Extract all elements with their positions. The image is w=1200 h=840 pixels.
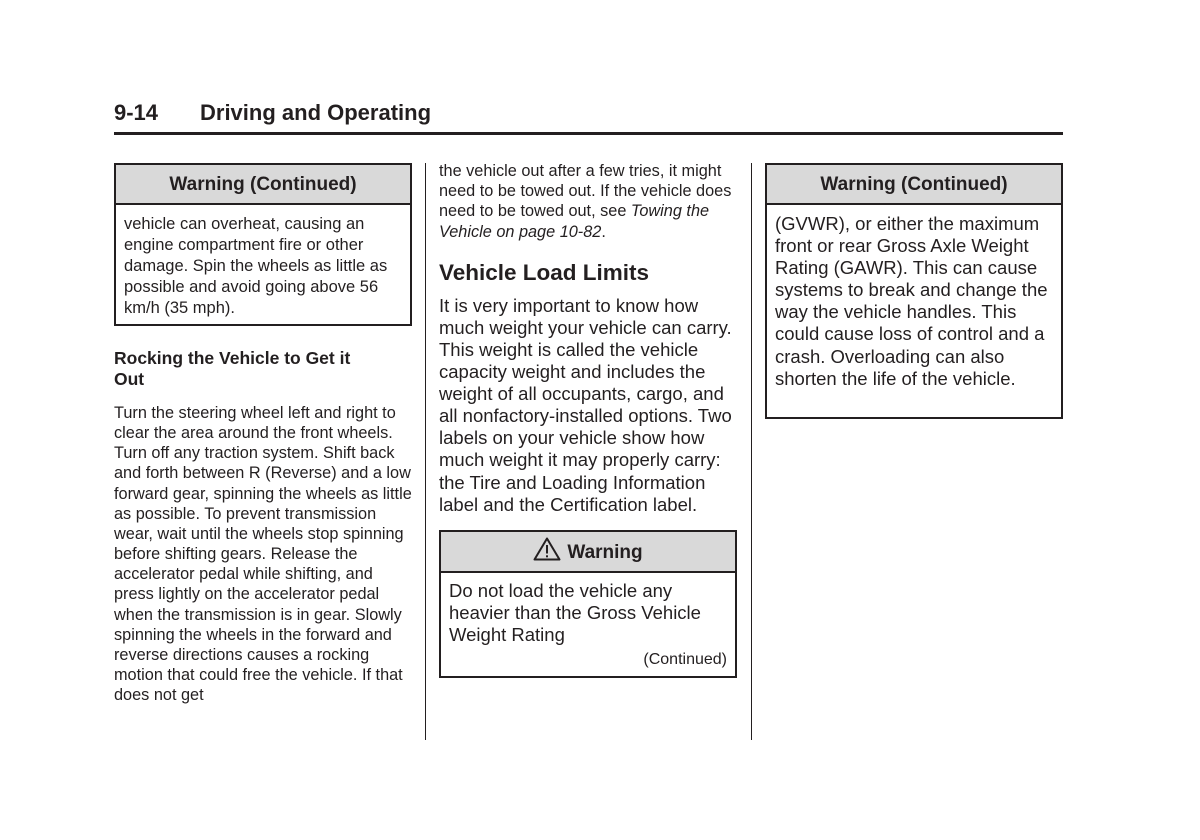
subsection-heading: Rocking the Vehicle to Get it Out bbox=[114, 348, 351, 389]
warning-box-header: Warning (Continued) bbox=[116, 165, 410, 205]
page-header bbox=[114, 100, 1063, 135]
cross-reference[interactable]: Towing the Vehicle on page 10-82 bbox=[439, 202, 710, 241]
column-divider bbox=[425, 163, 426, 740]
section-heading: Vehicle Load Limits bbox=[439, 259, 650, 285]
section-title: Driving and Operating bbox=[200, 100, 432, 125]
warning-continued-box bbox=[765, 163, 1063, 419]
continued-label: (Continued) bbox=[643, 651, 727, 669]
column-divider bbox=[751, 163, 752, 740]
body-paragraph: Turn the steering wheel left and right to clear the area around the front wheels. Turn off any traction system. Shift back and forth between R (Reverse) and a low forward gear, spinning the wheels as little as possible. To prevent transmission wear, wait until the wheels stop spinning before shifting gears. Release the accelerator pedal while shifting, and press lightly on the accelerator pedal when the transmission is in gear. Slowly spinning the wheels in the forward and reverse directions causes a rocking motion that could free the vehicle. If that does not get bbox=[114, 404, 412, 705]
warning-box-text: vehicle can overheat, causing an engine compartment fire or other damage. Spin the wheels as little as possible and avoid going above 56 km/h (35 mph). bbox=[124, 215, 388, 317]
warning-continued-box bbox=[114, 163, 412, 326]
warning-box-header: Warning (Continued) bbox=[767, 165, 1061, 205]
warning-box-text: (GVWR), or either the maximum front or rear Gross Axle Weight Rating (GAWR). This can cause systems to break and change the way the vehicle handles. This could cause loss of control and a crash. Overloading can also shorten the life of the vehicle. bbox=[775, 213, 1048, 389]
warning-box-text: Do not load the vehicle any heavier than the Gross Vehicle Weight Rating (Continued) bbox=[441, 573, 735, 675]
warning-box-header: Warning bbox=[441, 532, 735, 573]
body-paragraph: It is very important to know how much weight your vehicle can carry. This weight is called the vehicle capacity weight and includes the weight of all occupants, cargo, and all nonfactory-installed options. Two labels on your vehicle show how much weight it may properly carry: the Tire and Loading Information label and the Certification label. bbox=[439, 294, 732, 515]
continued-paragraph: the vehicle out after a few tries, it might need to be towed out. If the vehicle does need to be towed out, see Towing the Vehicle on page 10-82. bbox=[439, 162, 732, 241]
column-3 bbox=[765, 163, 1063, 419]
warning-box bbox=[439, 530, 737, 678]
warning-triangle-icon bbox=[533, 537, 561, 561]
page-number: 9-14 bbox=[114, 100, 159, 125]
column-1 bbox=[114, 163, 412, 705]
column-2 bbox=[439, 161, 737, 678]
